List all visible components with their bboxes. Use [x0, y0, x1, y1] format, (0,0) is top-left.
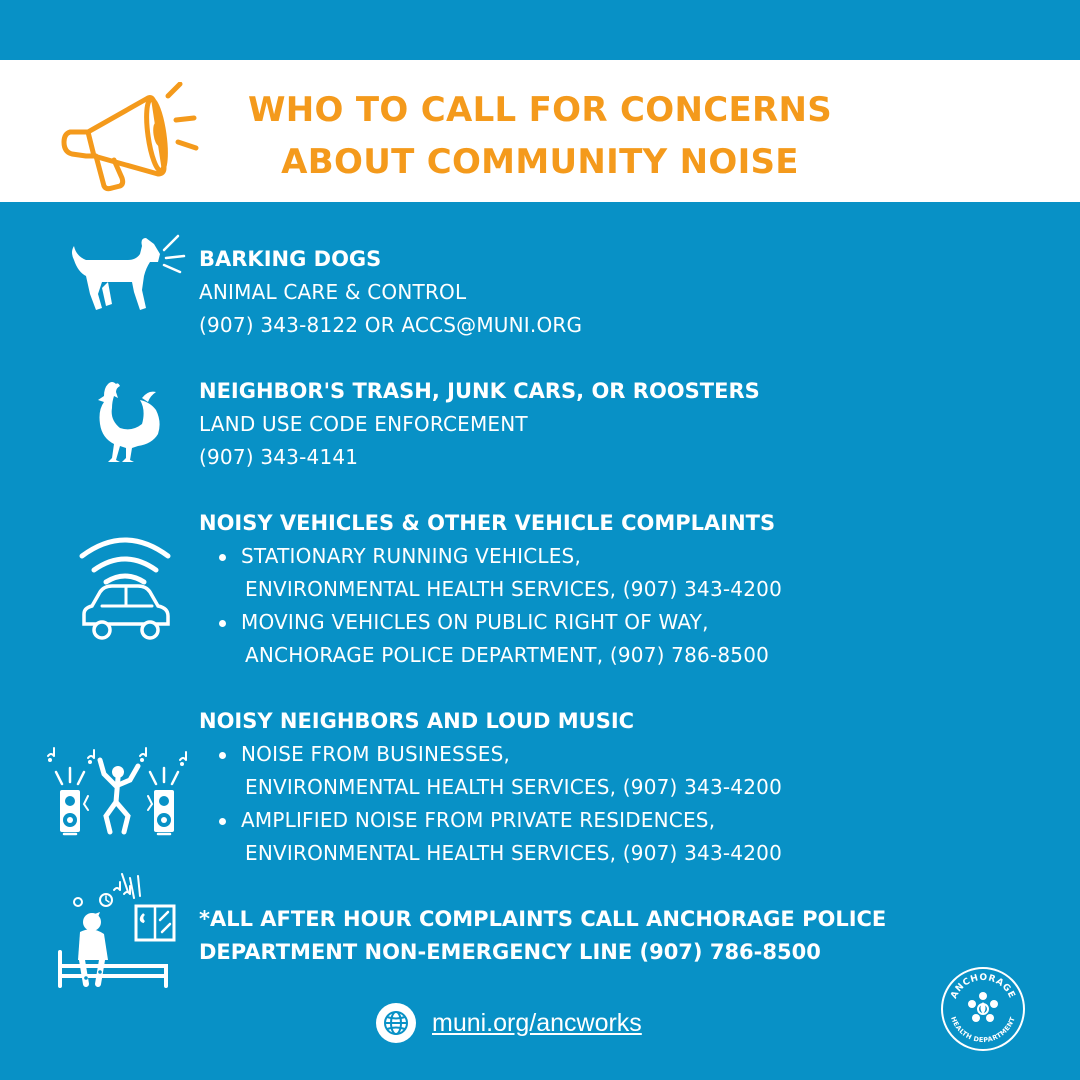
section-roosters [199, 375, 1059, 474]
item-main: MOVING VEHICLES ON PUBLIC RIGHT OF WAY, [241, 610, 709, 634]
item-main: NOISE FROM BUSINESSES, [241, 742, 511, 766]
svg-text:HEALTH DEPARTMENT [949, 1016, 1017, 1045]
seal-text-top: ANCHORAGE [949, 972, 1017, 1001]
barking-dog-icon [68, 232, 186, 314]
section-heading: NEIGHBOR'S TRASH, JUNK CARS, OR ROOSTERS [199, 379, 760, 403]
vehicle-complaint-list [199, 540, 1059, 672]
section-vehicles [199, 507, 1059, 672]
car-signal-icon [76, 530, 174, 648]
bullet-icon [219, 752, 226, 759]
anchorage-health-department-logo [940, 966, 1026, 1052]
bullet-icon [219, 818, 226, 825]
list-item [199, 738, 1059, 804]
item-main: STATIONARY RUNNING VEHICLES, [241, 544, 582, 568]
title-line-1: WHO TO CALL FOR CONCERNS [247, 90, 833, 130]
item-sub: ENVIRONMENTAL HEALTH SERVICES, (907) 343-4200 [245, 841, 782, 865]
title-line-2: ABOUT COMMUNITY NOISE [281, 142, 799, 182]
section-heading: NOISY NEIGHBORS AND LOUD MUSIC [199, 709, 635, 733]
list-item [199, 804, 1059, 870]
after-hours-notice [199, 903, 1059, 969]
section-heading: NOISY VEHICLES & OTHER VEHICLE COMPLAINTS [199, 511, 776, 535]
loud-music-icon [44, 746, 190, 842]
item-main: AMPLIFIED NOISE FROM PRIVATE RESIDENCES, [241, 808, 716, 832]
bullet-icon [219, 620, 226, 627]
rooster-icon [86, 380, 162, 466]
after-hours-line-2: DEPARTMENT NON-EMERGENCY LINE (907) 786-8500 [199, 940, 821, 964]
globe-icon [376, 1003, 416, 1043]
sleepless-person-icon [56, 872, 180, 988]
list-item [199, 606, 1059, 672]
megaphone-icon [56, 82, 206, 194]
page-title [220, 84, 860, 188]
contact-info: (907) 343-8122 OR ACCS@MUNI.ORG [199, 313, 583, 337]
list-item [199, 540, 1059, 606]
agency-name: LAND USE CODE ENFORCEMENT [199, 412, 528, 436]
agency-name: ANIMAL CARE & CONTROL [199, 280, 467, 304]
section-barking-dogs [199, 243, 1059, 342]
section-loud-music [199, 705, 1059, 870]
website-url[interactable]: muni.org/ancworks [432, 1008, 642, 1037]
item-sub: ENVIRONMENTAL HEALTH SERVICES, (907) 343-4200 [245, 775, 782, 799]
item-sub: ANCHORAGE POLICE DEPARTMENT, (907) 786-8500 [245, 643, 770, 667]
bullet-icon [219, 554, 226, 561]
item-sub: ENVIRONMENTAL HEALTH SERVICES, (907) 343-4200 [245, 577, 782, 601]
section-heading: BARKING DOGS [199, 247, 382, 271]
seal-text-bottom: HEALTH DEPARTMENT [949, 1015, 1017, 1045]
contact-info: (907) 343-4141 [199, 445, 359, 469]
noise-complaint-list [199, 738, 1059, 870]
after-hours-line-1: *ALL AFTER HOUR COMPLAINTS CALL ANCHORAGE POLICE [199, 907, 887, 931]
website-link[interactable] [376, 1002, 642, 1044]
